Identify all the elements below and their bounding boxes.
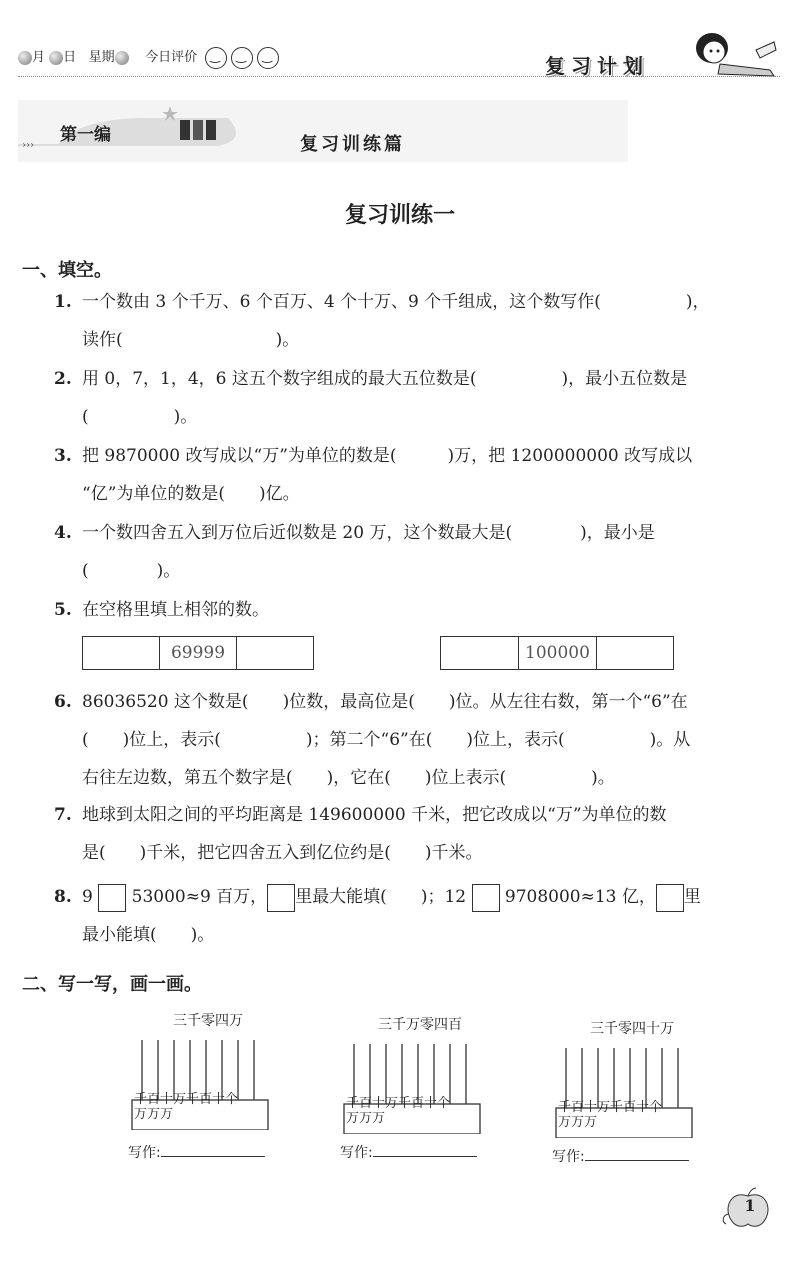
question-number: 1.: [54, 292, 72, 312]
answer-box[interactable]: [267, 884, 295, 912]
write-answer-line[interactable]: [161, 1140, 265, 1157]
blank-cell[interactable]: [83, 637, 160, 669]
blank-cell[interactable]: [237, 637, 313, 669]
girl-reading-icon: [690, 28, 780, 80]
question-text: ( )位上，表示( )；第二个“6”在( )位上，表示( )。从: [82, 730, 691, 750]
blank-cell[interactable]: [597, 637, 673, 669]
question-text: 右往左边数，第五个数字是( )，它在( )位上表示( )。: [82, 768, 615, 788]
question-1: [54, 283, 776, 359]
question-text: 里: [683, 887, 701, 907]
question-7: [54, 796, 776, 872]
abacus-label-row: 千百十万千百十个: [134, 1092, 239, 1107]
answer-box[interactable]: [472, 884, 500, 912]
neighbor-number-box: [82, 636, 314, 670]
abacus-place-labels: [134, 1092, 238, 1122]
abacus-label-row: 万万万: [134, 1107, 174, 1122]
question-text: 9: [82, 887, 93, 907]
question-2: [54, 360, 776, 436]
question-text: 里最大能填( )；12: [295, 887, 467, 907]
abacus-caption: 三千零四十万: [590, 1021, 674, 1037]
abacus-label-row: 千百十万千百十个: [558, 1100, 663, 1115]
question-text: ( )。: [82, 407, 198, 427]
banner-subtitle: 复习训练篇: [300, 134, 405, 155]
abacus-label-row: 万万万: [346, 1111, 386, 1126]
question-3: [54, 437, 776, 513]
question-number: 4.: [54, 523, 72, 543]
question-6: [54, 683, 776, 797]
evaluation-label: 今日评价: [145, 50, 198, 65]
question-text: 最小能填( )。: [82, 925, 215, 945]
write-answer: [340, 1140, 500, 1162]
question-text: 一个数由 3 个千万、6 个百万、4 个十万、9 个千组成，这个数写作( )，: [82, 292, 710, 312]
question-text: 53000≈9 百万，: [131, 887, 268, 907]
question-number: 8.: [54, 887, 72, 907]
question-text: 用 0，7，1，4，6 这五个数字组成的最大五位数是( )，最小五位数是: [82, 369, 688, 389]
page-number: 1: [744, 1196, 756, 1215]
abacus-caption: 三千零四万: [173, 1013, 243, 1029]
write-answer: [552, 1144, 712, 1166]
question-text: “亿”为单位的数是( )亿。: [82, 484, 300, 504]
abacus-1: [128, 1010, 288, 1160]
abacus-3: [552, 1018, 712, 1168]
weekday-dot-icon: [115, 51, 129, 65]
smiley-icon: [257, 47, 279, 69]
weekday-label: 星期: [88, 50, 115, 65]
question-text: 是( )千米，把它四舍五入到亿位约是( )千米。: [82, 843, 483, 863]
write-label: 写作:: [128, 1145, 161, 1161]
write-answer: [128, 1140, 288, 1162]
review-plan-title: 复习计划: [545, 54, 649, 78]
question-number: 2.: [54, 369, 72, 389]
question-text: 地球到太阳之间的平均距离是 149600000 千米，把它改成以“万”为单位的数: [82, 805, 667, 825]
blank-cell[interactable]: [441, 637, 519, 669]
write-label: 写作:: [340, 1145, 373, 1161]
question-8: [54, 878, 776, 954]
question-4: [54, 514, 776, 590]
abacus-place-labels: [558, 1100, 662, 1130]
question-text: 86036520 这个数是( )位数，最高位是( )位。从左往右数，第一个“6”在: [82, 692, 688, 712]
question-text: 一个数四舍五入到万位后近似数是 20 万，这个数最大是( )，最小是: [82, 523, 655, 543]
given-number-cell: 100000: [519, 637, 597, 669]
abacus-2: [340, 1014, 500, 1164]
question-text: 在空格里填上相邻的数。: [82, 600, 269, 620]
question-number: 3.: [54, 446, 72, 466]
abacus-caption: 三千万零四百: [378, 1017, 462, 1033]
day-dot-icon: [49, 51, 63, 65]
day-label: 日: [63, 50, 77, 65]
smiley-icon: [231, 47, 253, 69]
answer-box[interactable]: [98, 884, 126, 912]
answer-box[interactable]: [656, 884, 684, 912]
question-text: 9708000≈13 亿，: [504, 887, 656, 907]
write-label: 写作:: [552, 1149, 585, 1165]
neighbor-number-box: [440, 636, 674, 670]
question-number: 6.: [54, 692, 72, 712]
page-title: 复习训练一: [344, 203, 455, 228]
question-number: 7.: [54, 805, 72, 825]
month-dot-icon: [18, 51, 32, 65]
section-heading: 二、写一写，画一画。: [22, 974, 202, 995]
part-label: 第一编: [60, 125, 111, 145]
write-answer-line[interactable]: [373, 1140, 477, 1157]
abacus-label-row: 千百十万千百十个: [346, 1096, 451, 1111]
question-5: [54, 591, 776, 629]
smiley-icon: [205, 47, 227, 69]
question-text: 把 9870000 改写成以“万”为单位的数是( )万，把 1200000000 改写成以: [82, 446, 693, 466]
given-number-cell: 69999: [160, 637, 237, 669]
write-answer-line[interactable]: [585, 1144, 689, 1161]
abacus-place-labels: [346, 1096, 450, 1126]
header-divider: [18, 76, 780, 77]
abacus-label-row: 万万万: [558, 1115, 598, 1130]
month-label: 月: [32, 50, 46, 65]
svg-text:›››: ›››: [22, 140, 34, 151]
question-number: 5.: [54, 600, 72, 620]
question-text: 读作( )。: [82, 330, 300, 350]
question-text: ( )。: [82, 561, 181, 581]
section-heading: 一、填空。: [22, 260, 112, 281]
